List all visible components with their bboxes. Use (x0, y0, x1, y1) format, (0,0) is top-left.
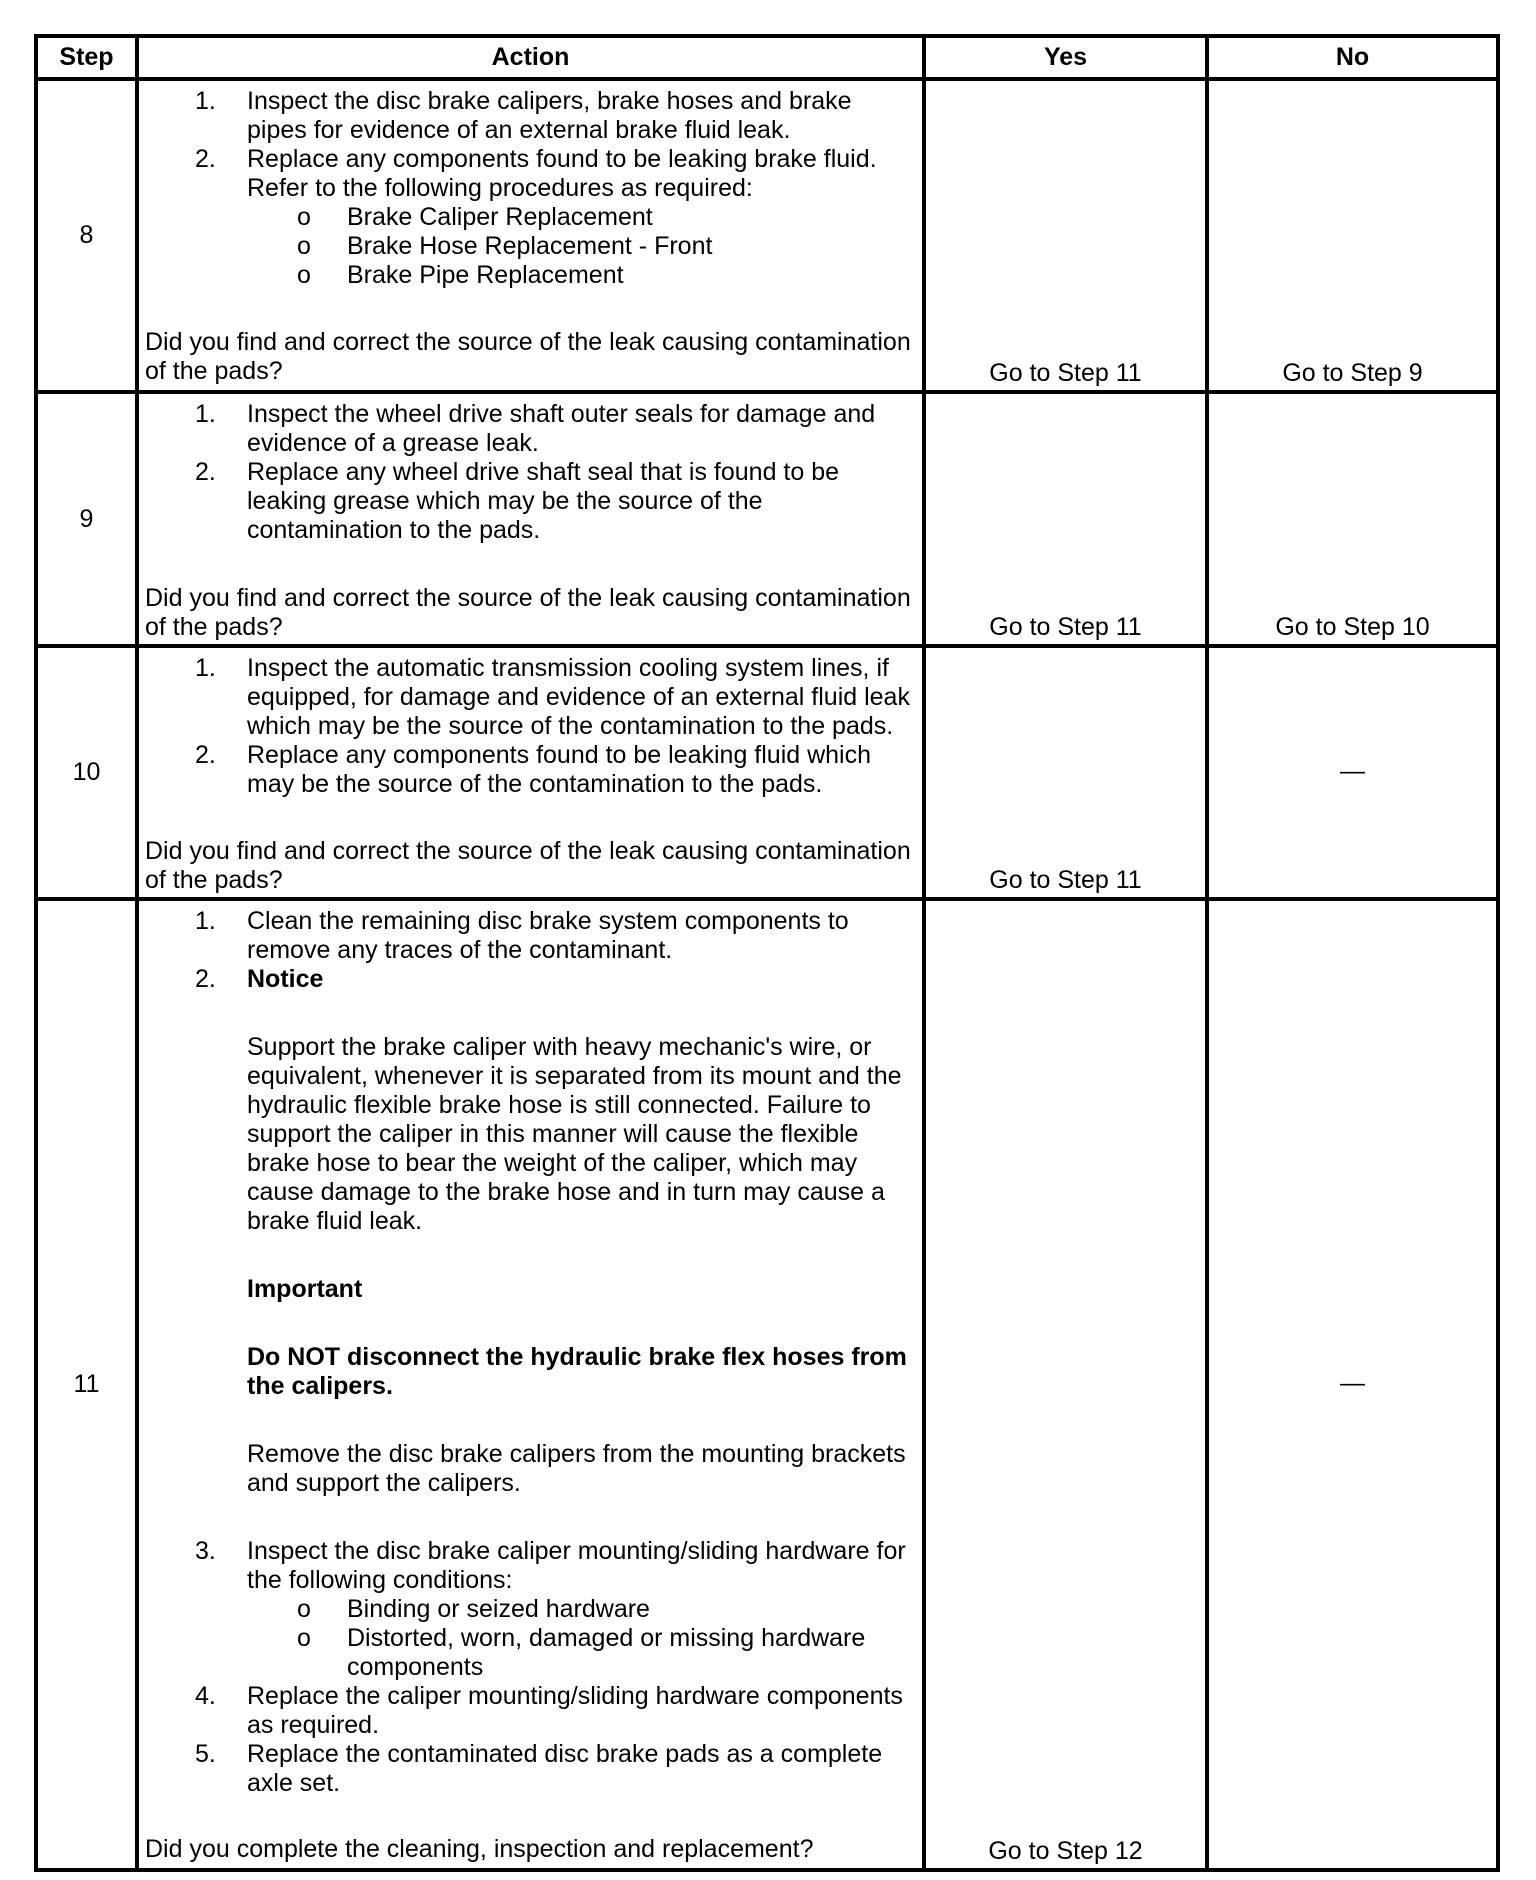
bullet-icon: o (297, 232, 311, 260)
question-text: Did you find and correct the source of the leak causing contamination of the pads? (145, 584, 911, 641)
sub-item: o Brake Pipe Replacement (297, 261, 624, 289)
header-action: Action (137, 36, 924, 79)
no-cell: — (1207, 899, 1498, 1870)
item-number: 2. (195, 145, 216, 173)
action-list (145, 400, 918, 545)
sub-item: o Distorted, worn, damaged or missing hardware components (297, 1624, 866, 1681)
action-list (145, 654, 918, 799)
list-item (195, 654, 918, 741)
step-number: 10 (36, 646, 137, 899)
list-item (195, 400, 918, 458)
bullet-icon: o (297, 1595, 311, 1623)
item-number: 1. (195, 400, 216, 428)
bullet-icon: o (297, 1624, 311, 1652)
header-no: No (1207, 36, 1498, 79)
action-cell (137, 899, 924, 1870)
question-text: Did you find and correct the source of the leak causing contamination of the pads? (145, 328, 911, 385)
sub-item: o Binding or seized hardware (297, 1595, 650, 1623)
item-number: 2. (195, 965, 216, 993)
item-number: 4. (195, 1682, 216, 1710)
item-text: Replace the contaminated disc brake pads as a complete axle set. (247, 1740, 883, 1797)
item-text: Clean the remaining disc brake system components to remove any traces of the contaminant. (247, 907, 849, 964)
header-step: Step (36, 36, 137, 79)
item-text: Inspect the disc brake calipers, brake hoses and brake pipes for evidence of an external brake fluid leak. (247, 87, 852, 144)
item-number: 1. (195, 907, 216, 935)
sub-item: o Brake Caliper Replacement (297, 203, 653, 231)
question-text: Did you complete the cleaning, inspection and replacement? (145, 1835, 814, 1863)
item-number: 1. (195, 87, 216, 115)
diagnostic-table (34, 34, 1500, 1872)
sub-list (247, 1595, 918, 1682)
item-text: Replace any components found to be leaking fluid which may be the source of the contamination to the pads. (247, 741, 872, 798)
important-label: Important (247, 1275, 363, 1303)
action-cell (137, 392, 924, 646)
list-item (195, 1682, 918, 1740)
no-cell: Go to Step 9 (1207, 79, 1498, 392)
bullet-icon: o (297, 261, 311, 289)
table-row (36, 79, 1498, 392)
action-cell (137, 79, 924, 392)
list-item (195, 965, 918, 1498)
action-cell (137, 646, 924, 899)
sub-item: o Brake Hose Replacement - Front (297, 232, 713, 260)
item-number: 3. (195, 1537, 216, 1565)
item-text: Inspect the wheel drive shaft outer seals for damage and evidence of a grease leak. (247, 400, 876, 457)
list-item (195, 1537, 918, 1682)
yes-cell: Go to Step 11 (924, 646, 1207, 899)
item-text: Replace the caliper mounting/sliding hardware components as required. (247, 1682, 903, 1739)
action-list (145, 907, 918, 1798)
list-item (195, 145, 918, 290)
no-cell: Go to Step 10 (1207, 392, 1498, 646)
action-list (145, 87, 918, 290)
notice-label: Notice (247, 965, 324, 993)
item-number: 1. (195, 654, 216, 682)
list-item (195, 741, 918, 799)
bullet-icon: o (297, 203, 311, 231)
item-text: Remove the disc brake calipers from the mounting brackets and support the calipers. (247, 1440, 906, 1497)
notice-text: Support the brake caliper with heavy mechanic's wire, or equivalent, whenever it is separated from its mount and the hydraulic flexible brake hose is still connected. Failure to support the caliper in this manner will cause the flexible brake hose to bear the weight of the caliper, which may cause damage to the brake hose and in turn may cause a brake fluid leak. (247, 1033, 902, 1235)
important-text: Do NOT disconnect the hydraulic brake flex hoses from the calipers. (247, 1343, 907, 1400)
item-text: Inspect the automatic transmission cooling system lines, if equipped, for damage and evidence of an external fluid leak which may be the source of the contamination to the pads. (247, 654, 910, 740)
list-item (195, 87, 918, 145)
yes-cell: Go to Step 11 (924, 79, 1207, 392)
table-row (36, 392, 1498, 646)
question-text: Did you find and correct the source of the leak causing contamination of the pads? (145, 837, 911, 894)
table-row (36, 899, 1498, 1870)
table-row (36, 646, 1498, 899)
item-text: Replace any components found to be leaking brake fluid. Refer to the following procedures as required: (247, 145, 877, 202)
list-item (195, 907, 918, 965)
header-row (36, 36, 1498, 79)
no-cell: — (1207, 646, 1498, 899)
header-yes: Yes (924, 36, 1207, 79)
item-number: 2. (195, 741, 216, 769)
list-item (195, 1740, 918, 1798)
list-item (195, 458, 918, 545)
yes-cell: Go to Step 12 (924, 899, 1207, 1870)
item-number: 5. (195, 1740, 216, 1768)
sub-list (247, 203, 918, 290)
yes-cell: Go to Step 11 (924, 392, 1207, 646)
step-number: 8 (36, 79, 137, 392)
step-number: 11 (36, 899, 137, 1870)
step-number: 9 (36, 392, 137, 646)
item-number: 2. (195, 458, 216, 486)
item-text: Inspect the disc brake caliper mounting/sliding hardware for the following conditions: (247, 1537, 906, 1594)
item-text: Replace any wheel drive shaft seal that is found to be leaking grease which may be the source of the contamination to the pads. (247, 458, 840, 544)
